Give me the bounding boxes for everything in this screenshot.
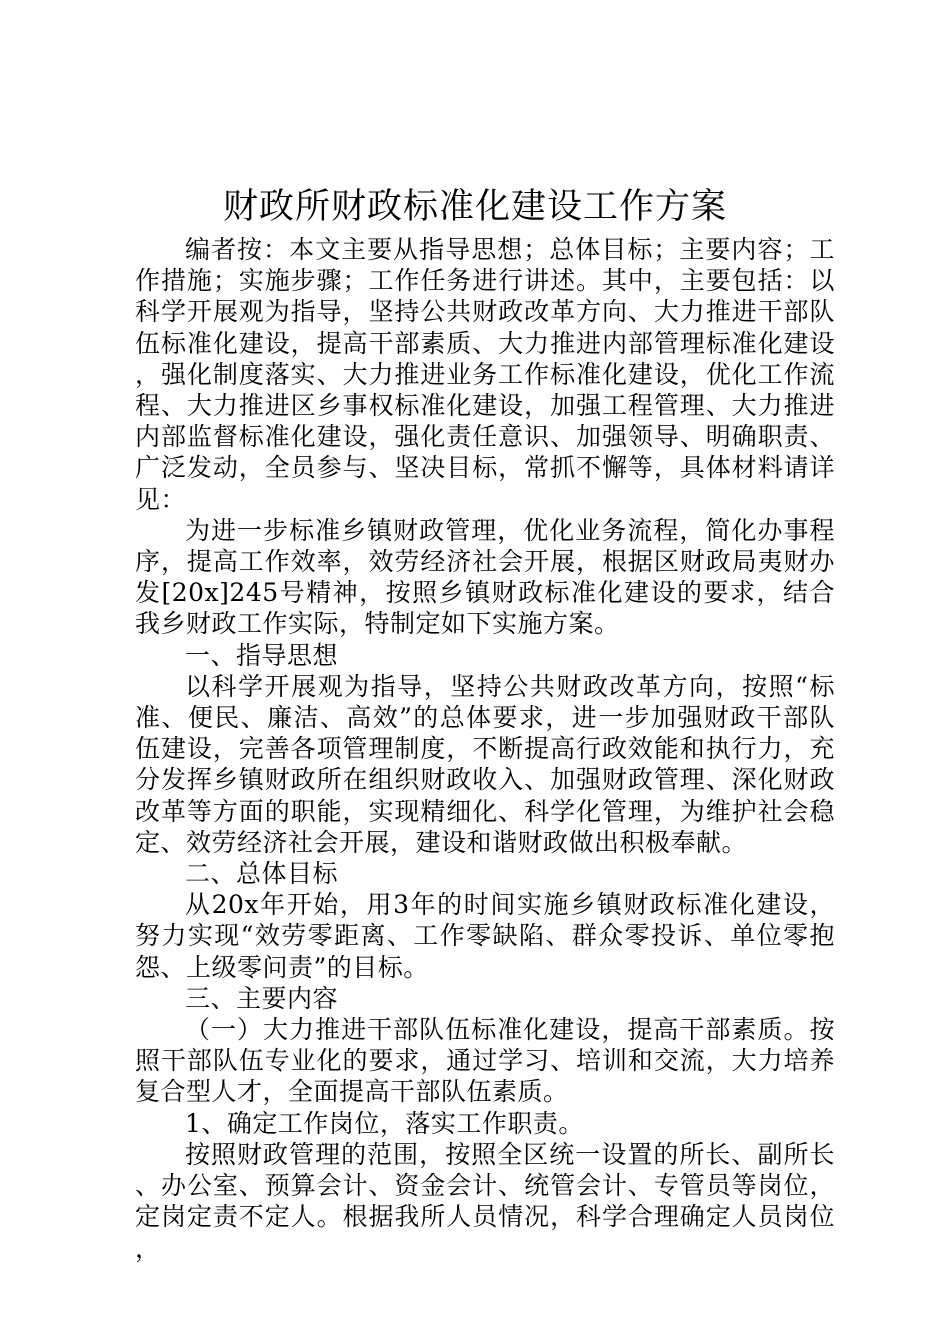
- editor-note-paragraph: 编者按：本文主要从指导思想；总体目标；主要内容；工作措施；实施步骤；工作任务进行讲述。其中，主要包括：以科学开展观为指导，坚持公共财政改革方向、大力推进干部队伍标准化建设，提高干部素质、大力推进内部管理标准化建设，强化制度落实、大力推进业务工作标准化建设，优化工作流程、大力推进区乡事权标准化建设，加强工程管理、大力推进内部监督标准化建设，强化责任意识、加强领导、明确职责、广泛发动，全员参与、坚决目标，常抓不懈等，具体材料请详见：: [135, 235, 835, 514]
- overall-goal-paragraph: 从20x年开始，用3年的时间实施乡镇财政标准化建设，努力实现“效劳零距离、工作零缺陷、群众零投诉、单位零抱怨、上级零问责”的目标。: [135, 890, 835, 982]
- section-heading-guiding-thought: 一、指导思想: [185, 640, 339, 670]
- guiding-thought-paragraph: 以科学开展观为指导，坚持公共财政改革方向，按照“标准、便民、廉洁、高效”的总体要求，进一步加强财政干部队伍建设，完善各项管理制度，不断提高行政效能和执行力，充分发挥乡镇财政所在组织财政收入、加强财政管理、深化财政改革等方面的职能，实现精细化、科学化管理，为维护社会稳定、效劳经济社会开展，建设和谐财政做出积极奉献。: [135, 671, 835, 857]
- positions-paragraph: 按照财政管理的范围，按照全区统一设置的所长、副所长、办公室、预算会计、资金会计、统管会计、专管员等岗位，定岗定责不定人。根据我所人员情况，科学合理确定人员岗位，: [135, 1139, 835, 1263]
- intro-paragraph: 为进一步标准乡镇财政管理，优化业务流程，简化办事程序，提高工作效率，效劳经济社会开展，根据区财政局夷财办发[20x]245号精神，按照乡镇财政标准化建设的要求，结合我乡财政工作实际，特制定如下实施方案。: [135, 515, 835, 639]
- section-heading-main-content: 三、主要内容: [185, 983, 339, 1013]
- document-title: 财政所财政标准化建设工作方案: [222, 187, 727, 227]
- subsection-heading-positions: 1、确定工作岗位，落实工作职责。: [185, 1108, 584, 1138]
- main-content-item-1: （一）大力推进干部队伍标准化建设，提高干部素质。按照干部队伍专业化的要求，通过学习、培训和交流，大力培养复合型人才，全面提高干部队伍素质。: [135, 1015, 835, 1107]
- section-heading-overall-goal: 二、总体目标: [185, 859, 339, 889]
- document-body: [135, 234, 835, 1264]
